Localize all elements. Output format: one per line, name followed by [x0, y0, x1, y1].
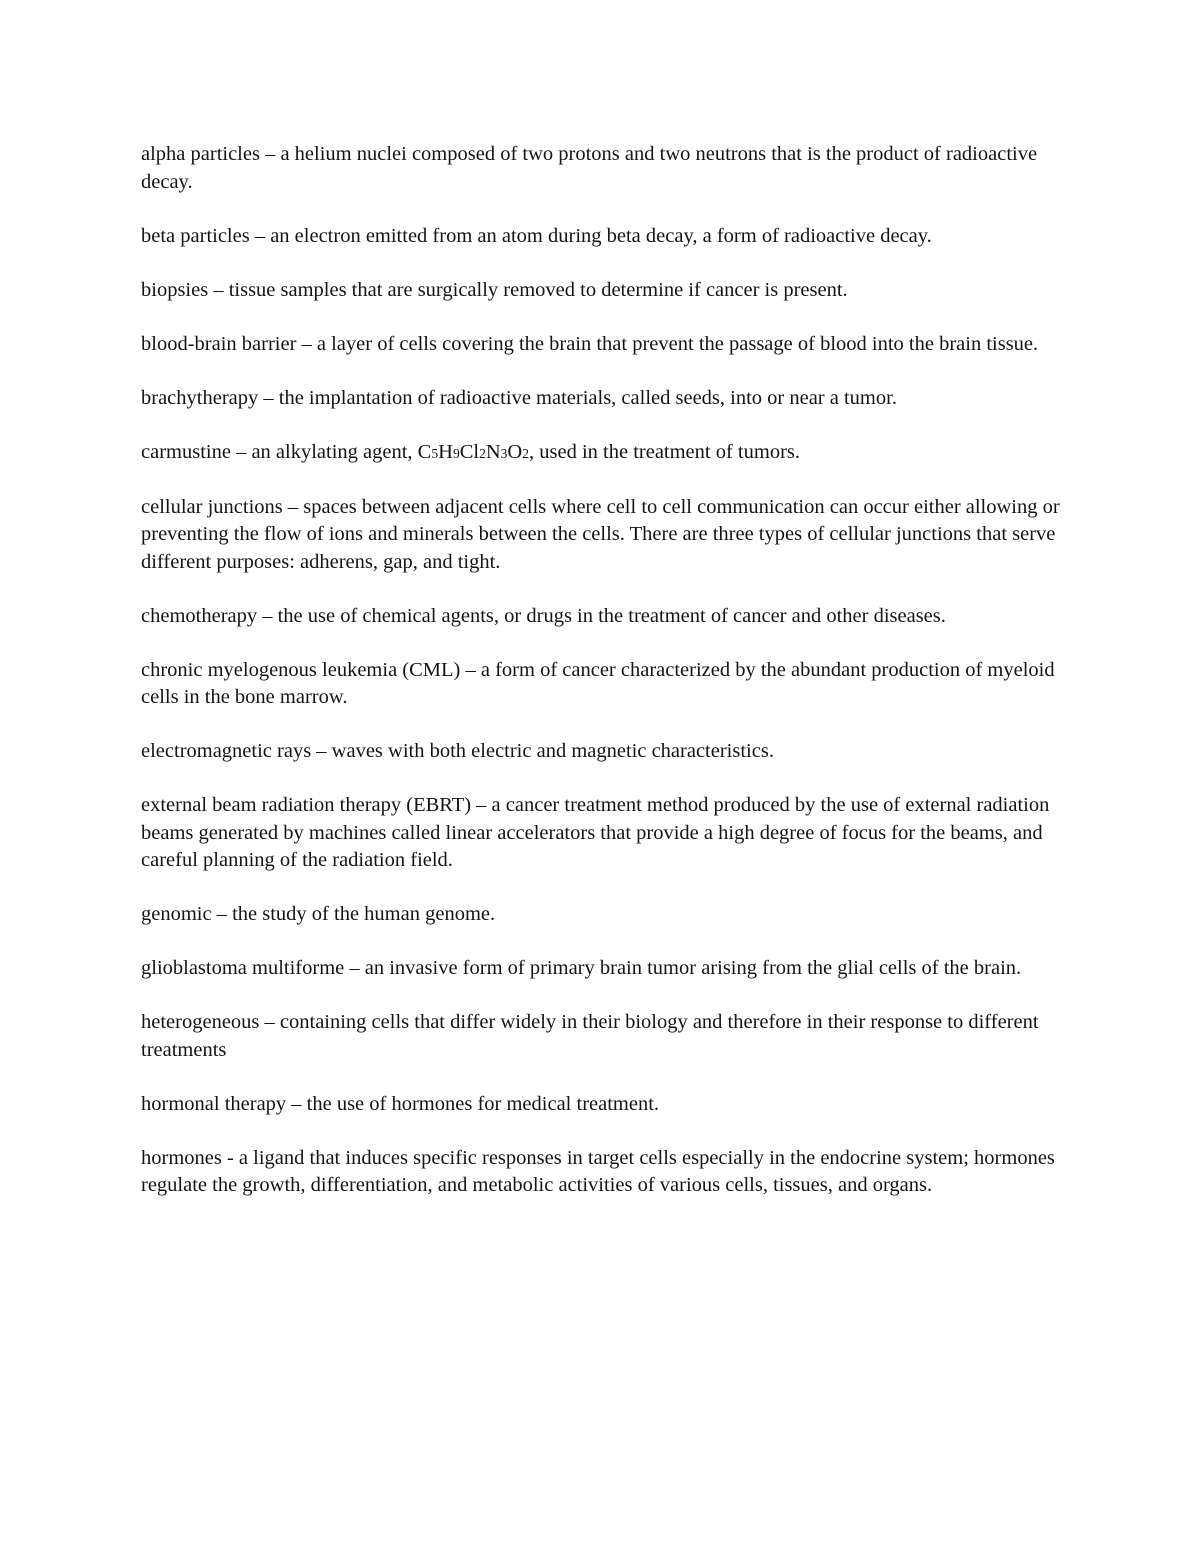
glossary-entry-hormones: hormones - a ligand that induces specific responses in target cells especially in the endocrine system; hormones regulate the growth, differentiation, and metabolic activities of various cells, tissues, and organs. — [141, 1146, 1055, 1196]
glossary-entry-chronic-myelogenous-leukemia: chronic myelogenous leukemia (CML) – a form of cancer characterized by the abundant production of myeloid cells in the bone marrow. — [141, 658, 1055, 708]
glossary-entry-chemotherapy: chemotherapy – the use of chemical agents, or drugs in the treatment of cancer and other diseases. — [141, 604, 946, 627]
carmustine-definition-end: , used in the treatment of tumors. — [529, 440, 800, 463]
glossary-list — [141, 141, 1066, 1226]
glossary-entry-external-beam-radiation-therapy: external beam radiation therapy (EBRT) – a cancer treatment method produced by the use of external radiation beams generated by machines called linear accelerators that provide a high degree of focus for the beams, and careful planning of the radiation field. — [141, 794, 1050, 871]
glossary-entry-heterogeneous: heterogeneous – containing cells that differ widely in their biology and therefore in their response to different treatments — [141, 1011, 1039, 1061]
glossary-entry-brachytherapy: brachytherapy – the implantation of radioactive materials, called seeds, into or near a tumor. — [141, 386, 897, 409]
glossary-entry-glioblastoma-multiforme: glioblastoma multiforme – an invasive form of primary brain tumor arising from the glial cells of the brain. — [141, 957, 1022, 979]
glossary-entry-alpha-particles: alpha particles – a helium nuclei composed of two protons and two neutrons that is the product of radioactive decay. — [141, 143, 1038, 193]
glossary-entry-carmustine — [141, 439, 1066, 468]
carmustine-definition-start: carmustine – an alkylating agent, — [141, 440, 418, 463]
glossary-entry-cellular-junctions: cellular junctions – spaces between adjacent cells where cell to cell communication can occur either allowing or preventing the flow of ions and minerals between the cells. There are three types of cellular junctions that serve different purposes: adherens, gap, and tight. — [141, 495, 1060, 573]
glossary-entry-blood-brain-barrier: blood-brain barrier – a layer of cells covering the brain that prevent the passage of blood into the brain tissue. — [141, 332, 1039, 355]
glossary-entry-beta-particles: beta particles – an electron emitted from an atom during beta decay, a form of radioactive decay. — [141, 224, 932, 247]
carmustine-formula: C5H9Cl2N3O2 — [417, 440, 529, 463]
glossary-entry-genomic: genomic – the study of the human genome. — [141, 903, 496, 925]
glossary-entry-hormonal-therapy: hormonal therapy – the use of hormones for medical treatment. — [141, 1092, 660, 1115]
glossary-entry-electromagnetic-rays: electromagnetic rays – waves with both electric and magnetic characteristics. — [141, 740, 774, 762]
glossary-entry-biopsies: biopsies – tissue samples that are surgically removed to determine if cancer is present. — [141, 278, 848, 301]
